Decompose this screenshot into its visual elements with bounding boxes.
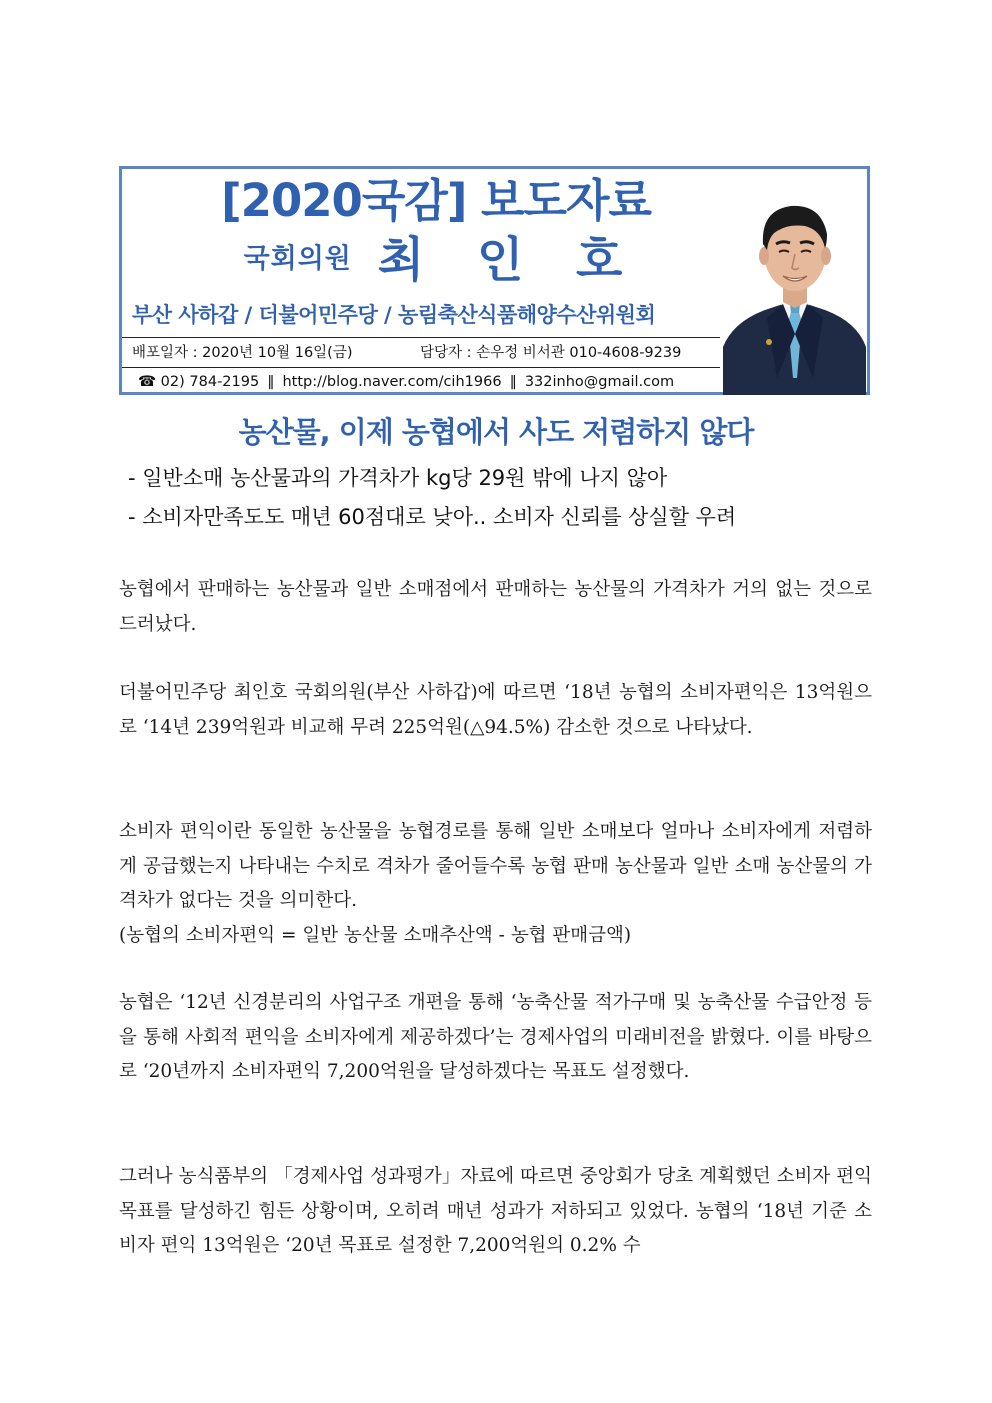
separator: ‖ [267,374,275,390]
press-release-title: [2020국감] 보도자료 [221,174,651,227]
phone-number: ☎ 02) 784-2195 [138,374,260,390]
separator: ‖ [509,374,517,390]
subheadline: - 소비자만족도도 매년 60점대로 낮아.. 소비자 신뢰를 상실할 우려 [128,505,737,529]
formula-note: (농협의 소비자편익 = 일반 농산물 소매추산액 - 농협 판매금액) [119,924,632,946]
body-paragraph: 그러나 농식품부의 「경제사업 성과평가」자료에 따르면 중앙회가 당초 계획했던 소비자 편익 목표를 달성하긴 힘든 상황이며, 오히려 매년 성과가 저하되고 있었다. 농협의 ‘18년 기준 소비자 편익 13억원은 ‘20년 목표로 설정한 7,200억원의 0.2% 수 [119,1166,872,1256]
member-line [212,229,672,290]
headline: 농산물, 이제 농협에서 사도 저렴하지 않다 [238,415,754,449]
contact-person: 담당자 : 손우정 비서관 010-4608-9239 [420,345,682,361]
header-divider [122,337,720,338]
body-paragraph-with-formula [119,815,872,953]
member-portrait-photo [723,182,866,395]
member-name: 최 인 호 [377,231,641,288]
subheadline: - 일반소매 농산물과의 가격차가 kg당 29원 밖에 나지 않아 [128,466,668,490]
member-role: 국회의원 [243,243,352,275]
release-date: 배포일자 : 2020년 10월 16일(금) [132,345,353,361]
portrait-illustration [723,182,866,395]
contact-line [138,371,718,393]
body-paragraph: 농협은 ‘12년 신경분리의 사업구조 개편을 통해 ‘농축산물 적가구매 및 농축산물 수급안정 등을 통해 사회적 편익을 소비자에게 제공하겠다’는 경제사업의 미래비전을 밝혔다. 이를 바탕으로 ‘20년까지 소비자편익 7,200억원을 달성하겠다는 목표도 설정했다. [119,992,872,1082]
body-paragraph: 더불어민주당 최인호 국회의원(부산 사하갑)에 따르면 ‘18년 농협의 소비자편익은 13억원으로 ‘14년 239억원과 비교해 무려 225억원(△94.5%) 감소한 것으로 나타났다. [119,682,872,738]
body-paragraph: 소비자 편익이란 동일한 농산물을 농협경로를 통해 일반 소매보다 얼마나 소비자에게 저렴하게 공급했는지 나타내는 수치로 격차가 줄어들수록 농협 판매 농산물과 일반 소매 농산물의 가격차가 없다는 것을 의미한다. [119,821,872,911]
header-divider [122,367,720,368]
email-link[interactable]: 332inho@gmail.com [524,374,675,390]
press-release-header [119,166,870,395]
body-paragraph: 농협에서 판매하는 농산물과 일반 소매점에서 판매하는 농산물의 가격차가 거의 없는 것으로 드러났다. [119,579,872,635]
district-party-committee: 부산 사하갑 / 더불어민주당 / 농림축산식품해양수산위원회 [132,303,656,327]
blog-link[interactable]: http://blog.naver.com/cih1966 [282,374,502,390]
release-info [132,342,722,364]
